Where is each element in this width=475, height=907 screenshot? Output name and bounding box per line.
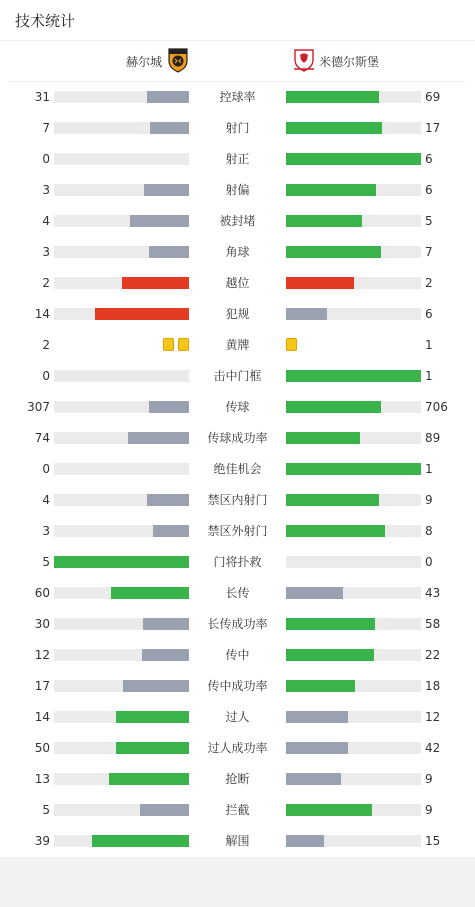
away-bar-fill xyxy=(286,463,421,475)
stat-label: 传中成功率 xyxy=(207,679,268,693)
away-bar-fill xyxy=(286,773,341,785)
home-value: 5 xyxy=(42,555,50,569)
home-bar-fill xyxy=(95,308,190,320)
away-bar-track xyxy=(286,91,421,103)
home-bar-fill xyxy=(128,432,189,444)
home-bar-fill xyxy=(153,525,189,537)
away-bar-fill xyxy=(286,401,381,413)
away-bar-track xyxy=(286,773,421,785)
home-bar-fill xyxy=(92,835,189,847)
away-bar-fill xyxy=(286,835,324,847)
away-bar-fill xyxy=(286,184,376,196)
stat-row xyxy=(0,175,475,206)
home-bar-track xyxy=(54,401,189,413)
away-bar-track xyxy=(286,618,421,630)
stat-label: 传球成功率 xyxy=(207,431,268,445)
away-bar-fill xyxy=(286,587,343,599)
home-value: 5 xyxy=(42,803,50,817)
away-value: 2 xyxy=(425,276,433,290)
stat-row xyxy=(0,516,475,547)
away-bar-fill xyxy=(286,804,372,816)
yellow-card-icon xyxy=(286,338,297,351)
home-value: 14 xyxy=(34,307,50,321)
stat-row xyxy=(0,392,475,423)
home-bar-fill xyxy=(142,649,189,661)
stat-label: 抢断 xyxy=(225,772,250,786)
home-bar-track xyxy=(54,277,189,289)
home-value: 0 xyxy=(42,462,50,476)
away-bar-fill xyxy=(286,246,381,258)
home-bar-fill xyxy=(130,215,189,227)
home-bar-track xyxy=(54,804,189,816)
home-bar-fill xyxy=(54,556,189,568)
home-bar-track xyxy=(54,432,189,444)
home-value: 12 xyxy=(34,648,50,662)
home-bar-track xyxy=(54,91,189,103)
stat-label: 角球 xyxy=(225,245,250,259)
stat-row xyxy=(0,609,475,640)
away-bar-track xyxy=(286,804,421,816)
away-bar-fill xyxy=(286,308,327,320)
away-bar-track xyxy=(286,184,421,196)
stat-row xyxy=(0,144,475,175)
home-value: 0 xyxy=(42,152,50,166)
home-value: 4 xyxy=(42,214,50,228)
away-bar-fill xyxy=(286,277,354,289)
stat-label: 过人 xyxy=(225,710,250,724)
home-bar-fill xyxy=(111,587,189,599)
stat-row xyxy=(0,299,475,330)
home-bar-track xyxy=(54,618,189,630)
home-bar-track xyxy=(54,711,189,723)
stat-label: 绝佳机会 xyxy=(213,462,262,476)
away-bar-track xyxy=(286,494,421,506)
hull-tiger-crest-icon xyxy=(167,47,189,76)
home-team[interactable] xyxy=(126,48,189,74)
away-bar-track xyxy=(286,556,421,568)
away-value: 43 xyxy=(425,586,441,600)
stat-row xyxy=(0,733,475,764)
middlesbrough-lion-crest-icon xyxy=(291,47,317,76)
away-value: 58 xyxy=(425,617,441,631)
home-value: 2 xyxy=(42,276,50,290)
stat-label: 犯规 xyxy=(225,307,250,321)
away-value: 15 xyxy=(425,834,441,848)
stat-row xyxy=(0,485,475,516)
home-bar-fill xyxy=(149,246,190,258)
away-bar-track xyxy=(286,370,421,382)
stat-label: 射正 xyxy=(225,152,250,166)
away-value: 12 xyxy=(425,710,441,724)
stat-label: 门将扑救 xyxy=(213,555,262,569)
away-bar-fill xyxy=(286,618,375,630)
home-bar-fill xyxy=(116,711,189,723)
home-bar-track xyxy=(54,370,189,382)
home-value: 31 xyxy=(34,90,50,104)
away-bar-track xyxy=(286,587,421,599)
stat-row xyxy=(0,826,475,857)
stat-row xyxy=(0,113,475,144)
away-value: 18 xyxy=(425,679,441,693)
away-bar-track xyxy=(286,680,421,692)
stat-label: 长传 xyxy=(225,586,250,600)
stat-label: 黄牌 xyxy=(225,338,250,352)
away-bar-track xyxy=(286,215,421,227)
stat-row xyxy=(0,330,475,361)
page-title: 技术统计 xyxy=(15,12,76,30)
away-team[interactable] xyxy=(291,48,379,74)
away-bar-track xyxy=(286,246,421,258)
away-value: 1 xyxy=(425,369,433,383)
home-bar-fill xyxy=(122,277,190,289)
home-value: 307 xyxy=(27,400,50,414)
away-bar-fill xyxy=(286,91,379,103)
away-bar-track xyxy=(286,432,421,444)
home-value: 0 xyxy=(42,369,50,383)
stat-label: 传中 xyxy=(225,648,250,662)
yellow-card-icon xyxy=(178,338,189,351)
stat-label: 过人成功率 xyxy=(207,741,268,755)
away-value: 1 xyxy=(425,462,433,476)
stat-row xyxy=(0,361,475,392)
home-value: 14 xyxy=(34,710,50,724)
home-bar-fill xyxy=(144,184,189,196)
stat-row xyxy=(0,795,475,826)
home-bar-fill xyxy=(140,804,189,816)
stat-row xyxy=(0,671,475,702)
away-value: 8 xyxy=(425,524,433,538)
away-bar-fill xyxy=(286,432,360,444)
home-bar-fill xyxy=(147,494,189,506)
home-value: 2 xyxy=(42,338,50,352)
away-value: 7 xyxy=(425,245,433,259)
away-bar-track xyxy=(286,463,421,475)
home-bar-track xyxy=(54,246,189,258)
home-value: 4 xyxy=(42,493,50,507)
stat-label: 解围 xyxy=(225,834,250,848)
stat-row xyxy=(0,82,475,113)
header-divider xyxy=(0,40,475,41)
away-bar-track xyxy=(286,711,421,723)
home-bar-fill xyxy=(116,742,189,754)
home-bar-track xyxy=(54,835,189,847)
away-value: 42 xyxy=(425,741,441,755)
away-value: 706 xyxy=(425,400,448,414)
home-bar-track xyxy=(54,587,189,599)
home-value: 60 xyxy=(34,586,50,600)
away-team-name: 米德尔斯堡 xyxy=(319,54,380,69)
away-bar-track xyxy=(286,308,421,320)
away-bar-fill xyxy=(286,742,348,754)
stat-row xyxy=(0,547,475,578)
stat-label: 控球率 xyxy=(219,90,256,104)
home-value: 3 xyxy=(42,183,50,197)
away-bar-fill xyxy=(286,649,374,661)
home-bar-fill xyxy=(150,122,189,134)
stat-row xyxy=(0,237,475,268)
home-value: 50 xyxy=(34,741,50,755)
home-team-name: 赫尔城 xyxy=(126,54,163,69)
away-bar-track xyxy=(286,401,421,413)
stat-label: 击中门框 xyxy=(213,369,262,383)
stat-label: 禁区内射门 xyxy=(207,493,268,507)
away-value: 17 xyxy=(425,121,441,135)
away-value: 0 xyxy=(425,555,433,569)
stat-row xyxy=(0,640,475,671)
away-value: 5 xyxy=(425,214,433,228)
stat-row xyxy=(0,454,475,485)
home-bar-track xyxy=(54,525,189,537)
stat-label: 拦截 xyxy=(225,803,250,817)
away-bar-track xyxy=(286,122,421,134)
away-bar-track xyxy=(286,742,421,754)
away-bar-track xyxy=(286,525,421,537)
home-value: 7 xyxy=(42,121,50,135)
home-value: 13 xyxy=(34,772,50,786)
away-bar-fill xyxy=(286,370,421,382)
home-bar-fill xyxy=(143,618,189,630)
home-bar-track xyxy=(54,649,189,661)
home-bar-fill xyxy=(149,401,190,413)
away-value: 22 xyxy=(425,648,441,662)
yellow-card-icon xyxy=(163,338,174,351)
stat-row xyxy=(0,578,475,609)
stat-row xyxy=(0,764,475,795)
away-yellow-cards xyxy=(286,338,297,351)
home-yellow-cards xyxy=(163,338,189,351)
away-bar-fill xyxy=(286,494,379,506)
stat-row xyxy=(0,702,475,733)
away-value: 69 xyxy=(425,90,441,104)
home-value: 3 xyxy=(42,524,50,538)
away-value: 6 xyxy=(425,183,433,197)
stat-label: 禁区外射门 xyxy=(207,524,268,538)
away-bar-track xyxy=(286,835,421,847)
away-value: 6 xyxy=(425,152,433,166)
home-value: 3 xyxy=(42,245,50,259)
home-bar-track xyxy=(54,215,189,227)
home-value: 30 xyxy=(34,617,50,631)
home-bar-track xyxy=(54,122,189,134)
away-bar-fill xyxy=(286,122,382,134)
home-value: 39 xyxy=(34,834,50,848)
away-value: 89 xyxy=(425,431,441,445)
away-bar-fill xyxy=(286,711,348,723)
away-bar-fill xyxy=(286,215,362,227)
home-bar-track xyxy=(54,308,189,320)
stat-row xyxy=(0,268,475,299)
away-bar-fill xyxy=(286,680,355,692)
home-value: 74 xyxy=(34,431,50,445)
away-value: 9 xyxy=(425,772,433,786)
stat-label: 射门 xyxy=(225,121,250,135)
home-bar-fill xyxy=(147,91,189,103)
away-value: 6 xyxy=(425,307,433,321)
away-value: 1 xyxy=(425,338,433,352)
home-bar-track xyxy=(54,153,189,165)
away-bar-track xyxy=(286,649,421,661)
stat-row xyxy=(0,423,475,454)
stats-list xyxy=(0,82,475,857)
home-bar-track xyxy=(54,184,189,196)
home-bar-fill xyxy=(123,680,189,692)
home-value: 17 xyxy=(34,679,50,693)
away-bar-track xyxy=(286,277,421,289)
stat-row xyxy=(0,206,475,237)
stat-label: 越位 xyxy=(225,276,250,290)
away-value: 9 xyxy=(425,803,433,817)
away-bar-track xyxy=(286,153,421,165)
stat-label: 长传成功率 xyxy=(207,617,268,631)
home-bar-track xyxy=(54,742,189,754)
away-bar-fill xyxy=(286,153,421,165)
home-bar-track xyxy=(54,463,189,475)
home-bar-track xyxy=(54,680,189,692)
home-bar-track xyxy=(54,494,189,506)
away-bar-fill xyxy=(286,525,385,537)
stat-label: 射偏 xyxy=(225,183,250,197)
away-value: 9 xyxy=(425,493,433,507)
stat-label: 被封堵 xyxy=(219,214,256,228)
home-bar-track xyxy=(54,556,189,568)
home-bar-track xyxy=(54,773,189,785)
home-bar-fill xyxy=(109,773,189,785)
stat-label: 传球 xyxy=(225,400,250,414)
